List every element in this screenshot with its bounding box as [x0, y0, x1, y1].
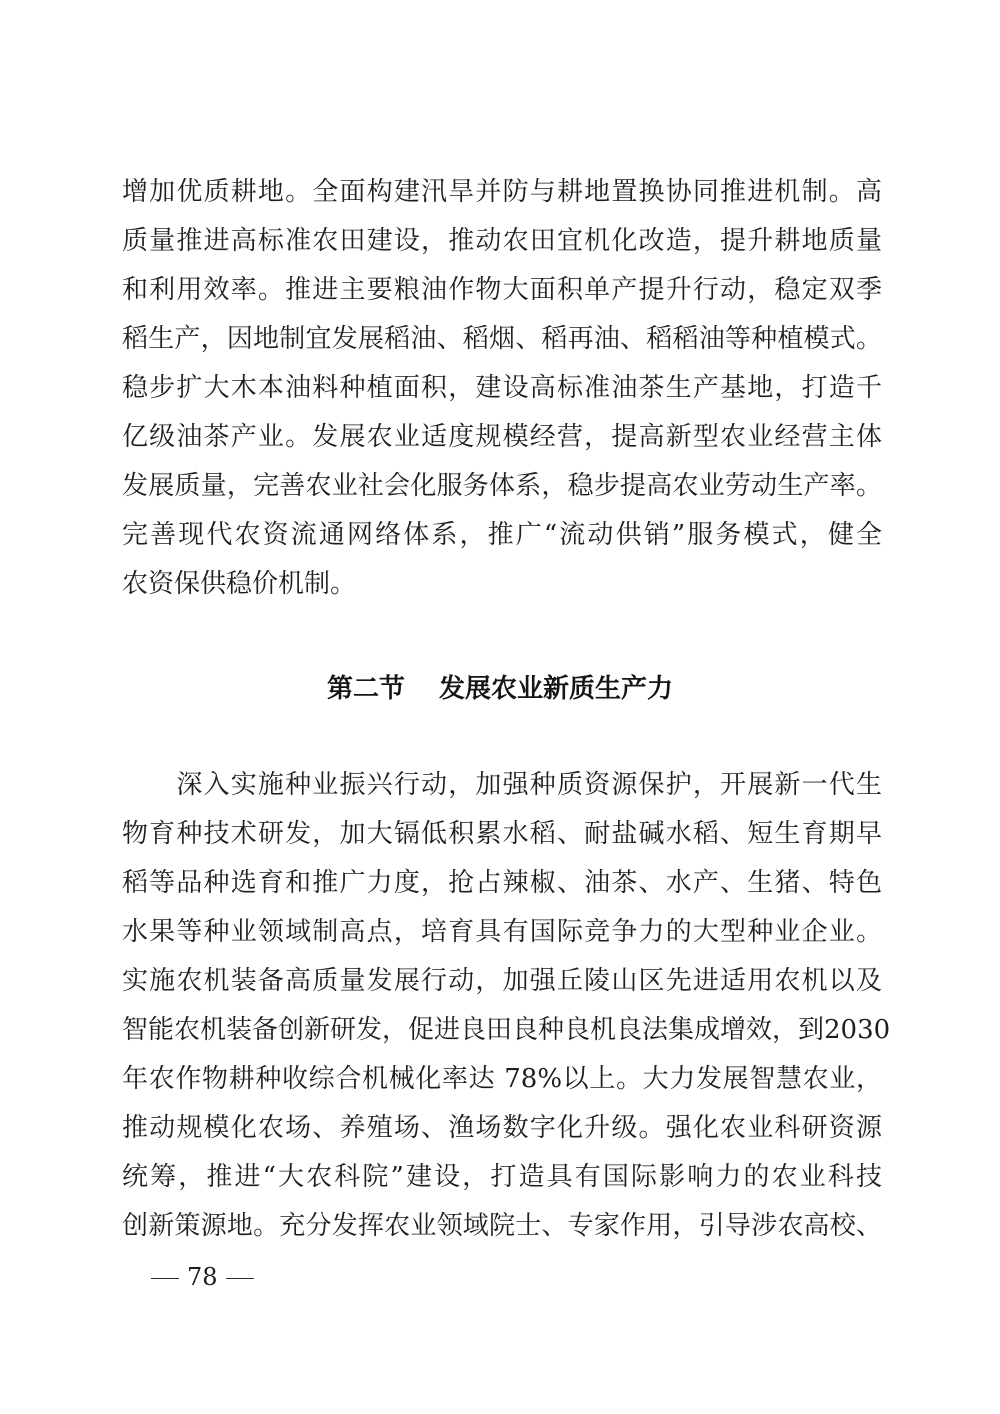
page-number-value: 78	[187, 1263, 218, 1291]
text-line: 完善现代农资流通网络体系，推广“流动供销”服务模式，健全	[122, 520, 882, 550]
text-line: 和利用效率。推进主要粮油作物大面积单产提升行动，稳定双季	[122, 275, 882, 305]
text-line: 智能农机装备创新研发，促进良田良种良机良法集成增效，到2030	[122, 1015, 891, 1045]
text-line: 增加优质耕地。全面构建汛旱并防与耕地置换协同推进机制。高	[122, 177, 882, 207]
dash-right	[226, 1278, 254, 1279]
page-number	[143, 1262, 262, 1292]
paragraph-new-productivity	[122, 761, 891, 1251]
dash-left	[151, 1278, 179, 1279]
section-heading	[0, 665, 1000, 714]
text-line: 质量推进高标准农田建设，推动农田宜机化改造，提升耕地质量	[122, 226, 882, 256]
text-line: 实施农机装备高质量发展行动，加强丘陵山区先进适用农机以及	[122, 966, 882, 996]
text-line: 稻等品种选育和推广力度，抢占辣椒、油茶、水产、生猪、特色	[122, 868, 882, 898]
text-line: 统筹，推进“大农科院”建设，打造具有国际影响力的农业科技	[122, 1162, 882, 1192]
text-line: 推动规模化农场、养殖场、渔场数字化升级。强化农业科研资源	[122, 1113, 882, 1143]
text-line: 亿级油茶产业。发展农业适度规模经营，提高新型农业经营主体	[122, 422, 882, 452]
text-line: 年农作物耕种收综合机械化率达 78%以上。大力发展智慧农业，	[122, 1064, 882, 1094]
text-line: 水果等种业领域制高点，培育具有国际竞争力的大型种业企业。	[122, 917, 882, 947]
paragraph-farmland	[122, 168, 882, 609]
text-line: 稳步扩大木本油料种植面积，建设高标准油茶生产基地，打造千	[122, 373, 882, 403]
text-line: 稻生产，因地制宜发展稻油、稻烟、稻再油、稻稻油等种植模式。	[122, 324, 882, 354]
text-line: 深入实施种业振兴行动，加强种质资源保护，开展新一代生	[122, 770, 882, 800]
text-line: 创新策源地。充分发挥农业领域院士、专家作用，引导涉农高校、	[122, 1211, 882, 1241]
text-line: 农资保供稳价机制。	[122, 569, 357, 599]
section-number: 第二节	[326, 674, 405, 704]
text-line: 物育种技术研发，加大镉低积累水稻、耐盐碱水稻、短生育期早	[122, 819, 882, 849]
text-line: 发展质量，完善农业社会化服务体系，稳步提高农业劳动生产率。	[122, 471, 882, 501]
section-title: 发展农业新质生产力	[439, 674, 674, 704]
